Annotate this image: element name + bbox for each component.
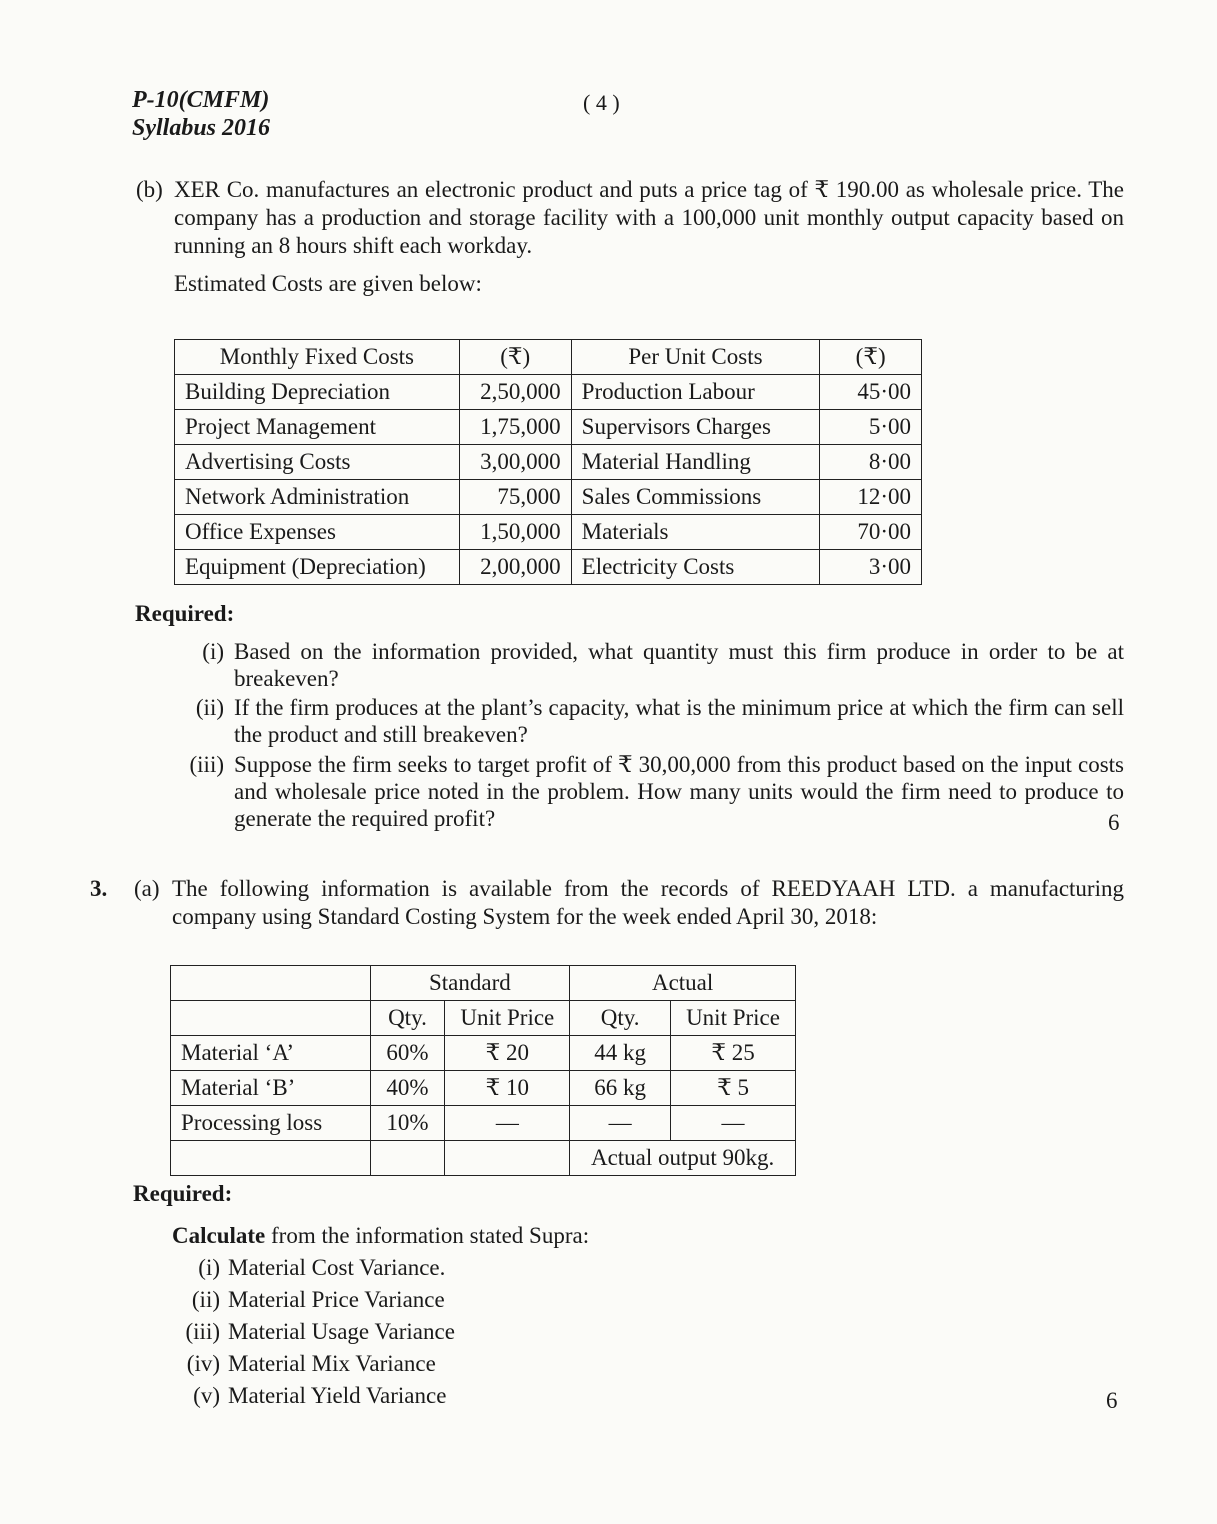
header-cell: (₹): [459, 340, 571, 375]
empty-cell: [370, 1141, 445, 1176]
list-item: [170, 1348, 455, 1380]
table-cell: Advertising Costs: [175, 445, 460, 480]
header-cell: Unit Price: [445, 1001, 570, 1036]
table-footer-row: [171, 1141, 796, 1176]
table-header-row: [175, 340, 922, 375]
table-cell: 44 kg: [570, 1036, 671, 1071]
table-cell: ₹ 25: [671, 1036, 796, 1071]
table-cell: 1,75,000: [459, 410, 571, 445]
q2b-label: (b): [136, 177, 163, 202]
item-number: (iii): [185, 1319, 220, 1344]
fixed-and-unit-costs-table: [174, 339, 922, 585]
q3a-calculate-line: [172, 1222, 589, 1250]
q3a-marks: 6: [1106, 1388, 1118, 1413]
table-cell: ₹ 10: [445, 1071, 570, 1106]
item-text: Material Price Variance: [228, 1287, 445, 1312]
q2b-costs-intro: Estimated Costs are given below:: [174, 271, 482, 296]
table-cell: Network Administration: [175, 480, 460, 515]
item-number: (ii): [191, 1287, 220, 1312]
table-cell: 66 kg: [570, 1071, 671, 1106]
empty-cell: [171, 1141, 371, 1176]
table-cell: —: [671, 1106, 796, 1141]
item-number: (i): [198, 1255, 220, 1280]
table-cell: Production Labour: [571, 375, 820, 410]
header-cell: Per Unit Costs: [571, 340, 820, 375]
q3a-label: (a): [134, 876, 160, 901]
header-cell: Unit Price: [671, 1001, 796, 1036]
table-cell: 70·00: [820, 515, 922, 550]
item-text: Material Yield Variance: [228, 1383, 447, 1408]
table-cell: Office Expenses: [175, 515, 460, 550]
list-item: [172, 638, 1124, 694]
table-cell: 2,50,000: [459, 375, 571, 410]
table-row: [171, 1071, 796, 1106]
sub-header-row: [171, 1001, 796, 1036]
q3a-required-label: Required:: [133, 1181, 233, 1206]
table-cell: ₹ 5: [671, 1071, 796, 1106]
list-item: [170, 1284, 455, 1316]
list-item: [172, 694, 1124, 750]
syllabus-label: Syllabus 2016: [132, 115, 271, 141]
table-cell: 1,50,000: [459, 515, 571, 550]
item-text: If the firm produces at the plant’s capacity, what is the minimum price at which the firm can sell the product and still breakeven?: [234, 695, 1124, 747]
q2b-required-label: Required:: [135, 601, 235, 626]
item-number: (i): [202, 639, 224, 664]
table-cell: —: [570, 1106, 671, 1141]
table-cell: Materials: [571, 515, 820, 550]
item-text: Material Mix Variance: [228, 1351, 436, 1376]
item-text: Suppose the firm seeks to target profit of ₹ 30,00,000 from this product based on the input costs and wholesale price noted in the problem. How many units would the firm need to produce to generate the required profit?: [234, 752, 1124, 831]
table-row: [171, 1106, 796, 1141]
actual-output-cell: Actual output 90kg.: [570, 1141, 796, 1176]
item-number: (ii): [195, 695, 224, 720]
q2b-marks: 6: [1108, 810, 1120, 835]
calculate-bold: Calculate: [172, 1223, 266, 1248]
header-actual: Actual: [570, 966, 796, 1001]
header-cell: (₹): [820, 340, 922, 375]
table-cell: 60%: [370, 1036, 445, 1071]
calculate-rest: from the information stated Supra:: [265, 1223, 590, 1248]
table-cell: Material ‘A’: [171, 1036, 371, 1071]
header-cell: Monthly Fixed Costs: [175, 340, 460, 375]
table-cell: 45·00: [820, 375, 922, 410]
table-cell: —: [445, 1106, 570, 1141]
item-number: (iii): [189, 752, 224, 777]
table-cell: Project Management: [175, 410, 460, 445]
list-item: [170, 1252, 455, 1284]
standard-actual-table: [170, 965, 796, 1176]
table-row: [175, 410, 922, 445]
table-cell: 75,000: [459, 480, 571, 515]
table-cell: Processing loss: [171, 1106, 371, 1141]
table-cell: ₹ 20: [445, 1036, 570, 1071]
item-number: (v): [193, 1383, 220, 1408]
q3-number: 3.: [90, 876, 108, 901]
item-text: Material Usage Variance: [228, 1319, 455, 1344]
header-cell: Qty.: [370, 1001, 445, 1036]
page-number: ( 4 ): [583, 90, 620, 115]
table-cell: 3·00: [820, 550, 922, 585]
list-item: [172, 751, 1124, 835]
item-number: (iv): [186, 1351, 220, 1376]
table-cell: Material ‘B’: [171, 1071, 371, 1106]
empty-cell: [171, 966, 371, 1001]
table-cell: 12·00: [820, 480, 922, 515]
table-cell: 8·00: [820, 445, 922, 480]
table-cell: Sales Commissions: [571, 480, 820, 515]
table-cell: Building Depreciation: [175, 375, 460, 410]
q3a-required-list: [170, 1252, 455, 1412]
q3a-intro: The following information is available from the records of REEDYAAH LTD. a manufacturing company using Standard Costing System for the week ended April 30, 2018:: [172, 876, 1124, 929]
table-cell: 10%: [370, 1106, 445, 1141]
table-cell: Material Handling: [571, 445, 820, 480]
item-text: Material Cost Variance.: [228, 1255, 446, 1280]
table-cell: Supervisors Charges: [571, 410, 820, 445]
table-cell: 2,00,000: [459, 550, 571, 585]
header-cell: Qty.: [570, 1001, 671, 1036]
list-item: [170, 1380, 455, 1412]
page-header: [132, 86, 270, 142]
q2b-intro: XER Co. manufactures an electronic product and puts a price tag of ₹ 190.00 as wholesale price. The company has a production and storage facility with a 100,000 unit monthly output capacity based on running an 8 hours shift each workday.: [174, 177, 1124, 258]
table-row: [175, 445, 922, 480]
group-header-row: [171, 966, 796, 1001]
table-row: [175, 550, 922, 585]
empty-cell: [445, 1141, 570, 1176]
table-row: [175, 375, 922, 410]
table-row: [175, 480, 922, 515]
table-row: [175, 515, 922, 550]
item-text: Based on the information provided, what quantity must this firm produce in order to be at breakeven?: [234, 639, 1124, 691]
table-cell: Electricity Costs: [571, 550, 820, 585]
table-row: [171, 1036, 796, 1071]
table-cell: Equipment (Depreciation): [175, 550, 460, 585]
empty-cell: [171, 1001, 371, 1036]
table-cell: 5·00: [820, 410, 922, 445]
list-item: [170, 1316, 455, 1348]
table-cell: 40%: [370, 1071, 445, 1106]
paper-code: P-10(CMFM): [132, 87, 270, 113]
header-standard: Standard: [370, 966, 570, 1001]
table-cell: 3,00,000: [459, 445, 571, 480]
